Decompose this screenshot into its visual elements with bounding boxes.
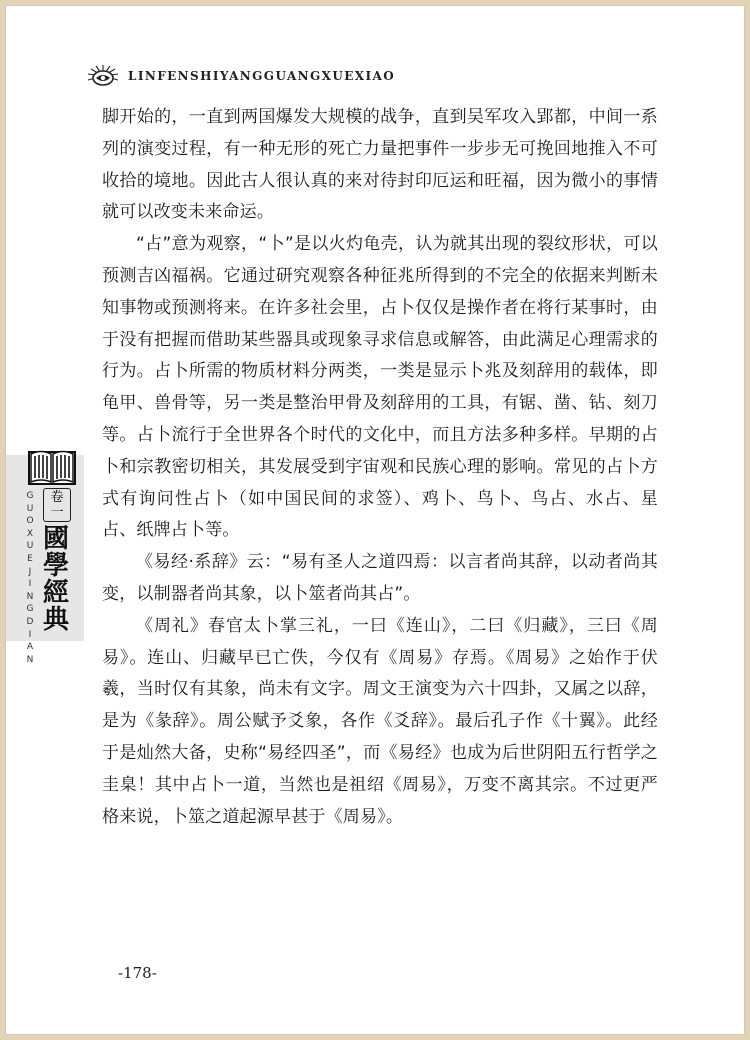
body-text	[102, 102, 658, 833]
page-number: -178-	[118, 964, 157, 982]
paragraph: 《易经·系辞》云：“易有圣人之道四焉：以言者尚其辞，以动者尚其变，以制器者尚其象，以卜筮者尚其占”。	[102, 552, 658, 604]
book-page	[6, 6, 744, 1034]
paragraph: 脚开始的，一直到两国爆发大规模的战争，直到吴军攻入郢都，中间一系列的演变过程，有一种无形的死亡力量把事件一步步无可挽回地推入不可收拾的境地。因此古人很认真的来对待封印厄运和旺福，因为微小的事情就可以改变未来命运。	[102, 107, 658, 223]
running-header	[86, 64, 395, 88]
paragraph: “占”意为观察，“卜”是以火灼龟壳，认为就其出现的裂纹形状，可以预测吉凶福祸。它通过研究观察各种征兆所得到的不完全的依据来判断未知事物或预测将来。在许多社会里，占卜仅仅是操作者在将行某事时，由于没有把握而借助某些器具或现象寻求信息或解答，由此满足心理需求的行为。占卜所需的物质材料分两类，一类是显示卜兆及刻辞用的载体，即龟甲、兽骨等，另一类是整治甲骨及刻辞用的工具，有锯、凿、钻、刻刀等。占卜流行于全世界各个时代的文化中，而且方法多种多样。早期的占卜和宗教密切相关，其发展受到宇宙观和民族心理的影响。常见的占卜方式有询问性占卜（如中国民间的求签）、鸡卜、鸟卜、鸟占、水占、星占、纸牌占卜等。	[102, 234, 658, 541]
sidebar-latin-text: G U O X U E J I N G D I A N	[26, 491, 34, 665]
sunburst-school-logo-icon	[86, 64, 120, 88]
paragraph: 《周礼》春官太卜掌三礼，一曰《连山》，二曰《归藏》，三曰《周易》。连山、归藏早已亡佚，今仅有《周易》存焉。《周易》之始作于伏羲，当时仅有其象，尚未有文字。周文王演变为六十四卦，又属之以辞，是为《彖辞》。周公赋予爻象，各作《爻辞》。最后孔子作《十翼》。此经于是灿然大备，史称“易经四圣”，而《易经》也成为后世阴阳五行哲学之圭臬！其中占卜一道，当然也是祖绍《周易》，万变不离其宗。不过更严格来说，卜筮之道起源早甚于《周易》。	[102, 615, 658, 827]
running-title: LINFENSHIYANGGUANGXUEXIAO	[128, 69, 396, 83]
sidebar-volume-label: 卷 一	[43, 488, 71, 522]
sidebar-title: 國 學 經 典	[42, 524, 69, 635]
open-book-icon	[28, 446, 76, 486]
